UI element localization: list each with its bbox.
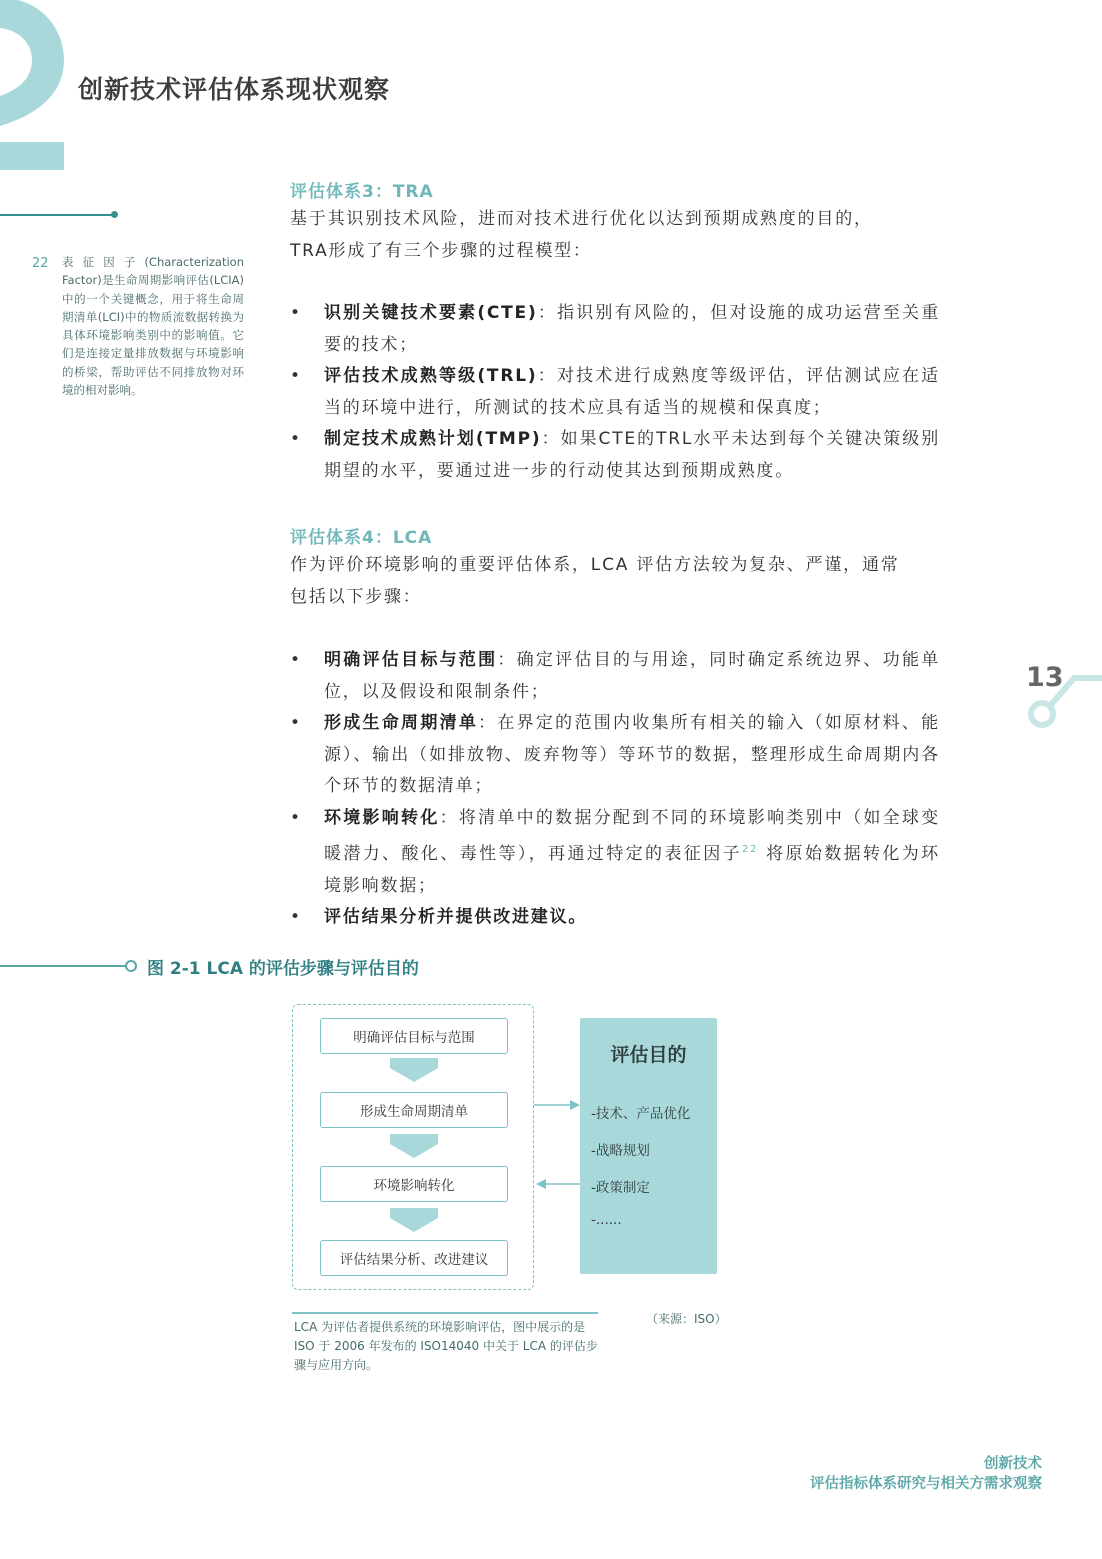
- footnote-text: 表征因子(Characterization Factor)是生命周期影响评估(LCIA)中的一个关键概念，用于将生命周期清单(LCI)中的物质流数据转换为具体环境影响类别中的影响值。它们是连接定量排放数据与环境影响的桥梁，帮助评估不同排放物对环境的相对影响。: [62, 255, 244, 398]
- down-arrow-icon: [390, 1208, 438, 1232]
- purpose-item: -战略规划: [591, 1143, 650, 1159]
- page-number: 13: [1026, 662, 1064, 693]
- list-item: [290, 803, 940, 903]
- lca-intro: [290, 550, 950, 613]
- lca-intro-line: 包括以下步骤：: [290, 586, 422, 607]
- bullet-dot: •: [290, 366, 302, 386]
- bullet-dot: •: [290, 429, 302, 449]
- bullet-text: ：如果CTE的TRL水平未达到每个关键决策级别期望的水平，要通过进一步的行动使其达到预期成熟度。: [324, 429, 940, 481]
- figure-caption-circle: [125, 960, 137, 972]
- figure-caption-line: [0, 965, 126, 967]
- bullet-text: ：指识别有风险的，但对设施的成功运营至关重要的技术；: [324, 303, 940, 355]
- diagram-step: 评估结果分析、改进建议: [320, 1240, 508, 1276]
- bullet-text: ：将清单中的数据分配到不同的环境影响类别中（如全球变暖潜力、酸化、毒性等），再通过特定的表征因子: [324, 807, 940, 864]
- sidebar-divider: [0, 214, 114, 216]
- tra-intro-line: 基于其识别技术风险，进而对技术进行优化以达到预期成熟度的目的，: [290, 209, 873, 229]
- bullet-dot: •: [290, 907, 302, 927]
- tra-intro-line: TRA形成了有三个步骤的过程模型：: [290, 240, 592, 261]
- diagram-step: 明确评估目标与范围: [320, 1018, 508, 1054]
- bullet-dot: •: [290, 807, 302, 828]
- purpose-item: -......: [591, 1212, 622, 1228]
- figure-note-line: [292, 1312, 598, 1314]
- bullet-dot: •: [290, 303, 302, 323]
- down-arrow-icon: [390, 1134, 438, 1158]
- purpose-item: -技术、产品优化: [591, 1106, 691, 1122]
- diagram-step: 形成生命周期清单: [320, 1092, 508, 1128]
- tra-bullet-list: [290, 298, 940, 487]
- footnote-reference[interactable]: 22: [741, 844, 759, 855]
- bullet-term: 识别关键技术要素(CTE): [324, 303, 538, 323]
- list-item: [290, 298, 940, 361]
- tra-intro: [290, 204, 950, 267]
- bullet-dot: •: [290, 713, 302, 733]
- footnote-number: 22: [32, 256, 49, 271]
- arrow-left-icon: [536, 1179, 546, 1189]
- list-item: [290, 361, 940, 424]
- section-heading-lca: 评估体系4：LCA: [290, 528, 433, 548]
- purpose-title: 评估目的: [610, 1044, 687, 1066]
- diagram-step: 环境影响转化: [320, 1166, 508, 1202]
- bullet-text: ：对技术进行成熟度等级评估，评估测试应在适当的环境中进行，所测试的技术应具有适当的规模和保真度；: [324, 366, 940, 418]
- bullet-text: ：确定评估目的与用途，同时确定系统边界、功能单位，以及假设和限制条件；: [324, 650, 941, 702]
- chapter-title: 创新技术评估体系现状观察: [78, 75, 391, 104]
- figure-note: LCA 为评估者提供系统的环境影响评估，图中展示的是 ISO 于 2006 年发布的 ISO14040 中关于 LCA 的评估步骤与应用方向。: [294, 1320, 598, 1372]
- bullet-text-continued: 将原始数据转化为环境影响数据；: [324, 844, 940, 896]
- list-item: [290, 424, 940, 487]
- bullet-term: 形成生命周期清单: [324, 713, 479, 733]
- purpose-item: -政策制定: [591, 1180, 650, 1196]
- list-item: [290, 902, 940, 934]
- bullet-term: 环境影响转化: [324, 807, 440, 828]
- bullet-dot: •: [290, 650, 302, 670]
- list-item: [290, 645, 940, 708]
- arrow-right-icon: [570, 1100, 580, 1110]
- connector-arrows: [534, 1096, 582, 1192]
- figure-title: 图 2-1 LCA 的评估步骤与评估目的: [147, 959, 419, 979]
- figure-source: （来源：ISO）: [646, 1312, 727, 1326]
- chapter-number-graphic: [0, 0, 70, 175]
- section-heading-tra: 评估体系3：TRA: [290, 182, 434, 202]
- lca-intro-line: 作为评价环境影响的重要评估体系，LCA 评估方法较为复杂、严谨，通常: [290, 555, 900, 575]
- bullet-text: ：在界定的范围内收集所有相关的输入（如原材料、能源）、输出（如排放物、废弃物等）等环节的数据，整理形成生命周期内各个环节的数据清单；: [324, 713, 941, 796]
- footer-subtitle: 评估指标体系研究与相关方需求观察: [810, 1476, 1042, 1492]
- sidebar-divider-dot: [111, 211, 118, 218]
- lca-bullet-list: [290, 645, 940, 934]
- footer-title: 创新技术: [984, 1456, 1042, 1472]
- bullet-term: 评估技术成熟等级(TRL): [324, 366, 538, 386]
- bullet-term: 明确评估目标与范围: [324, 650, 498, 670]
- bullet-term: 制定技术成熟计划(TMP): [324, 429, 542, 449]
- down-arrow-icon: [390, 1058, 438, 1082]
- list-item: [290, 708, 940, 803]
- bullet-term: 评估结果分析并提供改进建议。: [324, 907, 588, 927]
